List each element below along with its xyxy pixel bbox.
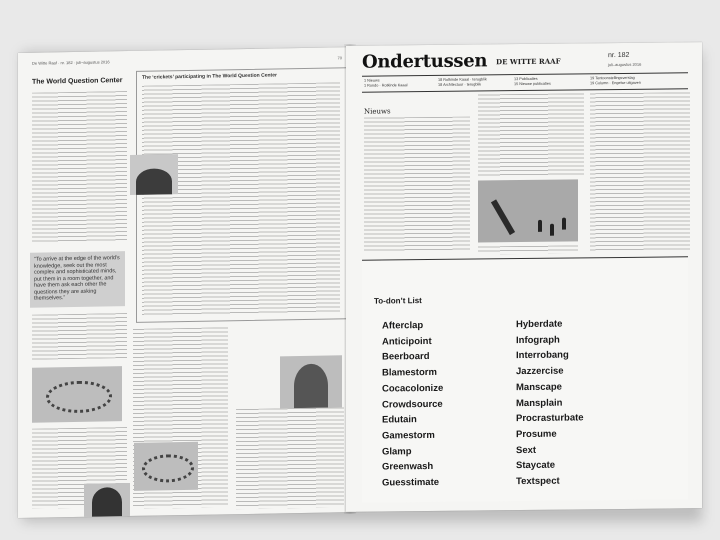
todo-word: Gamestorm <box>382 429 435 442</box>
left-header-text: De Witte Raaf · nr. 182 · juli–augustus 2016 <box>32 59 110 66</box>
left-text-column-4 <box>236 407 344 509</box>
staircase-photo <box>478 179 578 242</box>
index-item: 1 Nieuws <box>364 78 380 83</box>
left-page-number: 70 <box>337 55 342 61</box>
todo-word: Crowdsource <box>382 398 443 411</box>
index-item: 13 Publicaties <box>514 76 538 82</box>
newspaper-left-page <box>18 47 356 518</box>
todo-word: Procrasturbate <box>516 412 584 425</box>
figure-3 <box>562 218 566 230</box>
left-page-header <box>32 55 342 65</box>
todo-word: Sext <box>516 444 537 456</box>
index-item: 18 Architectuur · terugblik <box>438 82 482 87</box>
news-column-1 <box>364 117 470 252</box>
todo-word: Jazzercise <box>516 365 564 378</box>
index-col-3 <box>514 77 551 87</box>
section-heading-nieuws: Nieuws <box>364 107 391 116</box>
todo-word: Guesstimate <box>382 476 440 489</box>
archive-title: The ‘crickets’ participating in The World Question Center <box>142 72 277 81</box>
todo-title: To-don’t List <box>374 296 422 306</box>
pull-quote: “To arrive at the edge of the world’s knowledge, seek out the most complex and sophisticated minds, put them in a room together, and have them ask each other the questions they are asking themselves.” <box>30 251 125 308</box>
figure-1 <box>538 220 542 232</box>
todo-word: Afterclap <box>382 320 424 332</box>
todo-word: Staycate <box>516 460 556 472</box>
portrait-figure-hat <box>92 487 122 518</box>
todo-word: Infograph <box>516 334 560 346</box>
circle-photo-2 <box>134 442 198 491</box>
todo-word: Manscape <box>516 381 562 393</box>
todo-word: Anticipoint <box>382 335 432 348</box>
portrait-photo-2 <box>84 483 130 518</box>
left-page-title: The World Question Center <box>32 77 123 86</box>
issue-date: juli–augustus 2016 <box>608 61 642 68</box>
newspaper-right-page <box>346 42 702 512</box>
photo-caption <box>478 245 578 254</box>
masthead-subtitle: DE WITTE RAAF <box>496 56 561 67</box>
group-photo <box>130 154 178 195</box>
index-item: 1 Rondo · Rotkinde Kaaal <box>364 83 408 88</box>
todo-word: Interrobang <box>516 349 569 362</box>
circle-photo-1 <box>32 366 122 423</box>
left-text-column-1 <box>32 91 127 243</box>
figure-2 <box>550 224 554 236</box>
archive-text <box>142 82 340 315</box>
left-text-column-1b <box>32 313 127 360</box>
todo-word: Edutain <box>382 414 417 426</box>
todo-word: Cocacolonize <box>382 382 444 395</box>
index-item: 19 Tentoonstellingsverslag <box>590 75 635 81</box>
index-col-4 <box>590 76 641 87</box>
staircase <box>491 199 515 235</box>
todo-word: Mansplain <box>516 397 563 409</box>
news-column-3 <box>590 92 690 251</box>
index-item: 15 Nieuwe publicaties <box>514 81 551 87</box>
issue-number: nr. 182 <box>608 51 630 60</box>
index-item: 19 Column · Engelse uitgaven <box>590 80 641 86</box>
circle-of-people <box>46 380 112 413</box>
portrait-photo-1 <box>280 355 342 408</box>
todo-right-column <box>516 316 584 489</box>
todo-word: Textspect <box>516 475 560 488</box>
index-col-2 <box>438 77 487 88</box>
todo-word: Glamp <box>382 445 412 458</box>
todo-word: Hyberdate <box>516 318 563 331</box>
todo-word: Prosume <box>516 428 557 441</box>
todo-list-panel <box>362 256 688 502</box>
news-column-2 <box>478 93 584 176</box>
todo-word: Greenwash <box>382 461 434 473</box>
portrait-figure-1 <box>294 364 328 409</box>
group-figures <box>136 168 172 195</box>
todo-word: Beerboard <box>382 351 430 363</box>
index-item: 18 Rotkinde Kaaal · terugblik <box>438 77 487 82</box>
todo-word: Blamestorm <box>382 367 437 379</box>
index-col-1 <box>364 78 407 88</box>
masthead-title: Ondertussen <box>362 50 488 73</box>
circle-of-people-2 <box>142 454 194 483</box>
archive-box <box>136 67 348 323</box>
todo-left-column <box>382 318 443 491</box>
